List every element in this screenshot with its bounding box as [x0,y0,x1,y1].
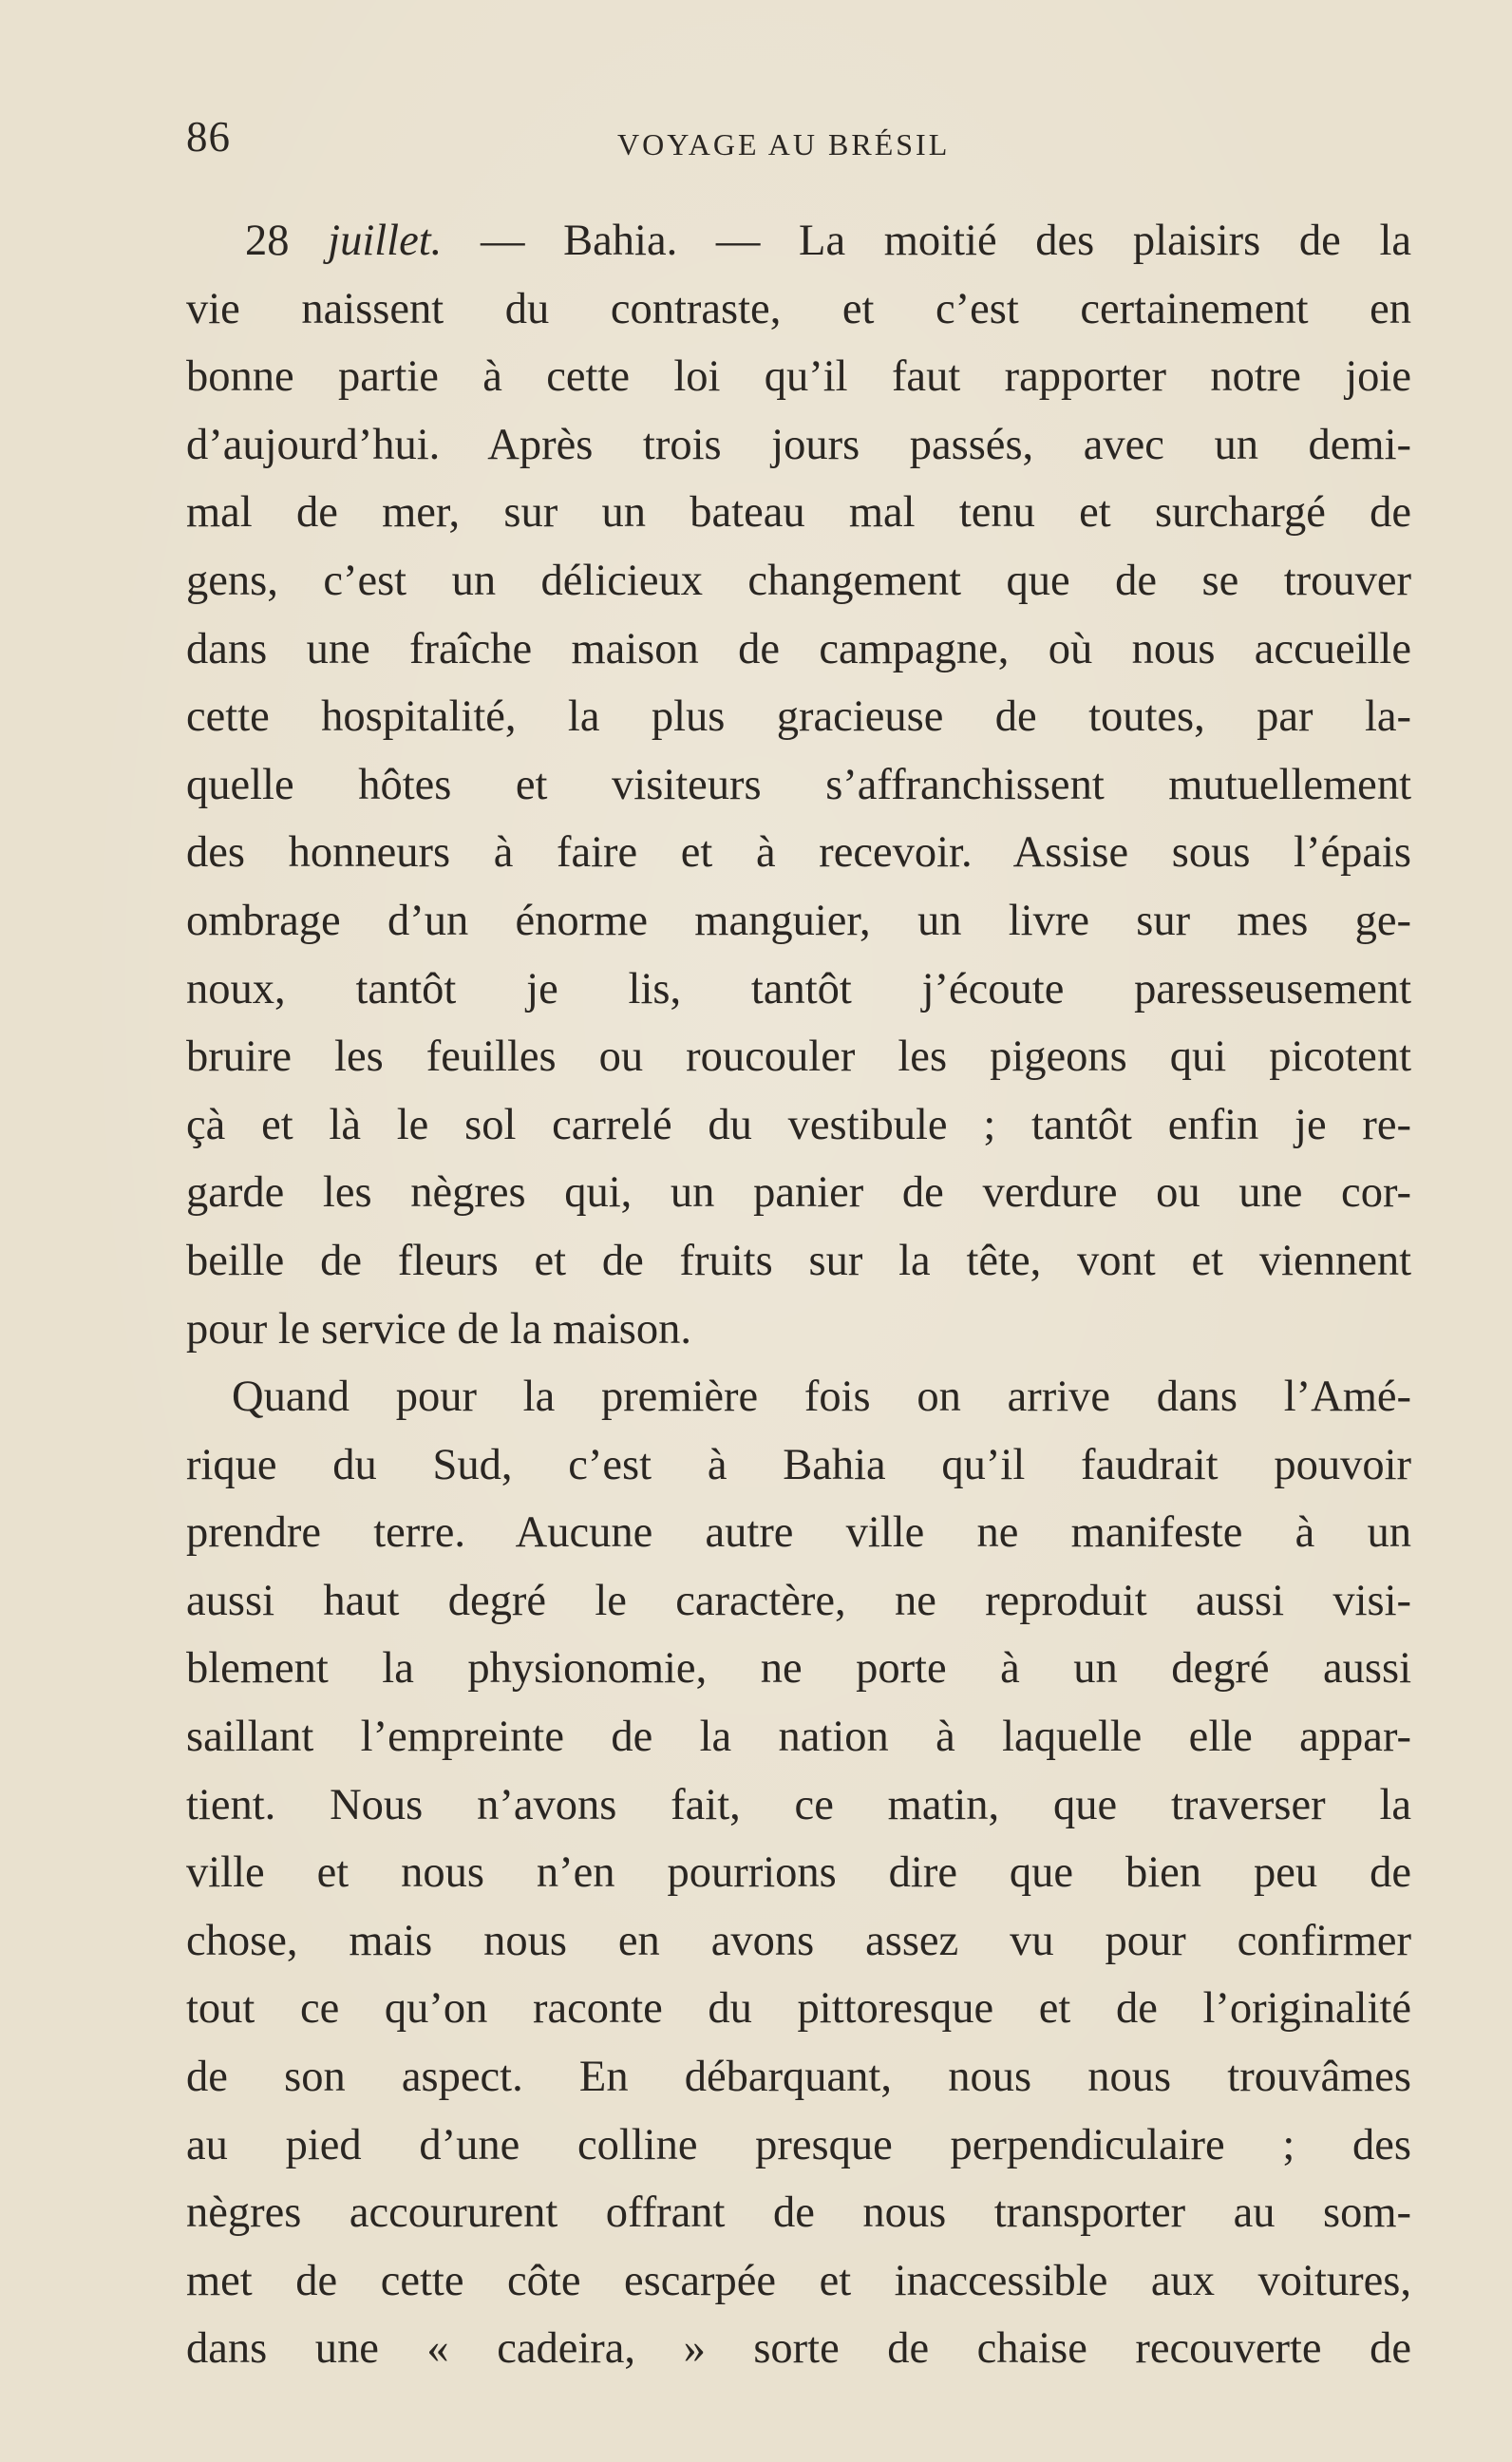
text-line: gens, c’est un délicieux changement que de se trouver [186,556,1411,605]
text-line: d’aujourd’hui. Après trois jours passés, avec un demi- [186,420,1411,469]
running-head [0,112,1512,169]
text-line: pour le service de la maison. [186,1304,691,1354]
text-line: prendre terre. Aucune autre ville ne manifeste à un [186,1508,1411,1558]
text-line: vie naissent du contraste, et c’est certainement en [186,284,1411,333]
line-remainder: — Bahia. — La moitié des plaisirs de la [480,217,1412,265]
running-title: VOYAGE AU BRÉSIL [617,127,951,161]
text-line: aussi haut degré le caractère, ne reproduit aussi visi- [186,1576,1411,1625]
text-line: tient. Nous n’avons fait, ce matin, que traverser la [186,1780,1411,1829]
paragraph-2 [186,1363,1411,2383]
text-line: ombrage d’un énorme manguier, un livre sur mes ge- [186,896,1411,945]
text-line: çà et là le sol carrelé du vestibule ; tantôt enfin je re- [186,1100,1411,1149]
text-line: dans une « cadeira, » sorte de chaise recouverte de [186,2324,1411,2374]
text-line: quelle hôtes et visiteurs s’affranchissent mutuellement [186,760,1411,809]
text-line: blement la physionomie, ne porte à un degré aussi [186,1644,1411,1694]
text-line: rique du Sud, c’est à Bahia qu’il faudrait pouvoir [186,1440,1411,1489]
text-line: cette hospitalité, la plus gracieuse de toutes, par la- [186,692,1411,742]
text-line: de son aspect. En débarquant, nous nous trouvâmes [186,2053,1411,2102]
text-line [186,207,1411,275]
text-line: noux, tantôt je lis, tantôt j’écoute paresseusement [186,964,1411,1013]
text-line: garde les nègres qui, un panier de verdure ou une cor- [186,1168,1411,1218]
page-number: 86 [186,113,231,161]
text-line: bruire les feuilles ou roucouler les pigeons qui picotent [186,1032,1411,1082]
text-line: saillant l’empreinte de la nation à laquelle elle appar- [186,1713,1411,1762]
paragraph-1 [186,207,1411,1363]
body-text [186,207,1411,2383]
text-line: tout ce qu’on raconte du pittoresque et de l’originalité [186,1984,1411,2034]
text-line: beille de fleurs et de fruits sur la tête, vont et viennent [186,1236,1411,1285]
text-line: au pied d’une colline presque perpendiculaire ; des [186,2120,1411,2169]
text-line: chose, mais nous en avons assez vu pour confirmer [186,1916,1411,1965]
text-line: ville et nous n’en pourrions dire que bien peu de [186,1848,1411,1898]
entry-month: juillet. [328,217,443,265]
text-line: mal de mer, sur un bateau mal tenu et surchargé de [186,488,1411,538]
text-line: Quand pour la première fois on arrive dans l’Amé- [232,1373,1411,1422]
text-line: dans une fraîche maison de campagne, où nous accueille [186,624,1411,673]
text-line: met de cette côte escarpée et inaccessible aux voitures, [186,2256,1411,2305]
text-line: nègres accoururent offrant de nous transporter au som- [186,2188,1411,2238]
entry-day: 28 [245,217,290,265]
text-line: des honneurs à faire et à recevoir. Assise sous l’épais [186,828,1411,878]
text-line: bonne partie à cette loi qu’il faut rapporter notre joie [186,352,1411,402]
